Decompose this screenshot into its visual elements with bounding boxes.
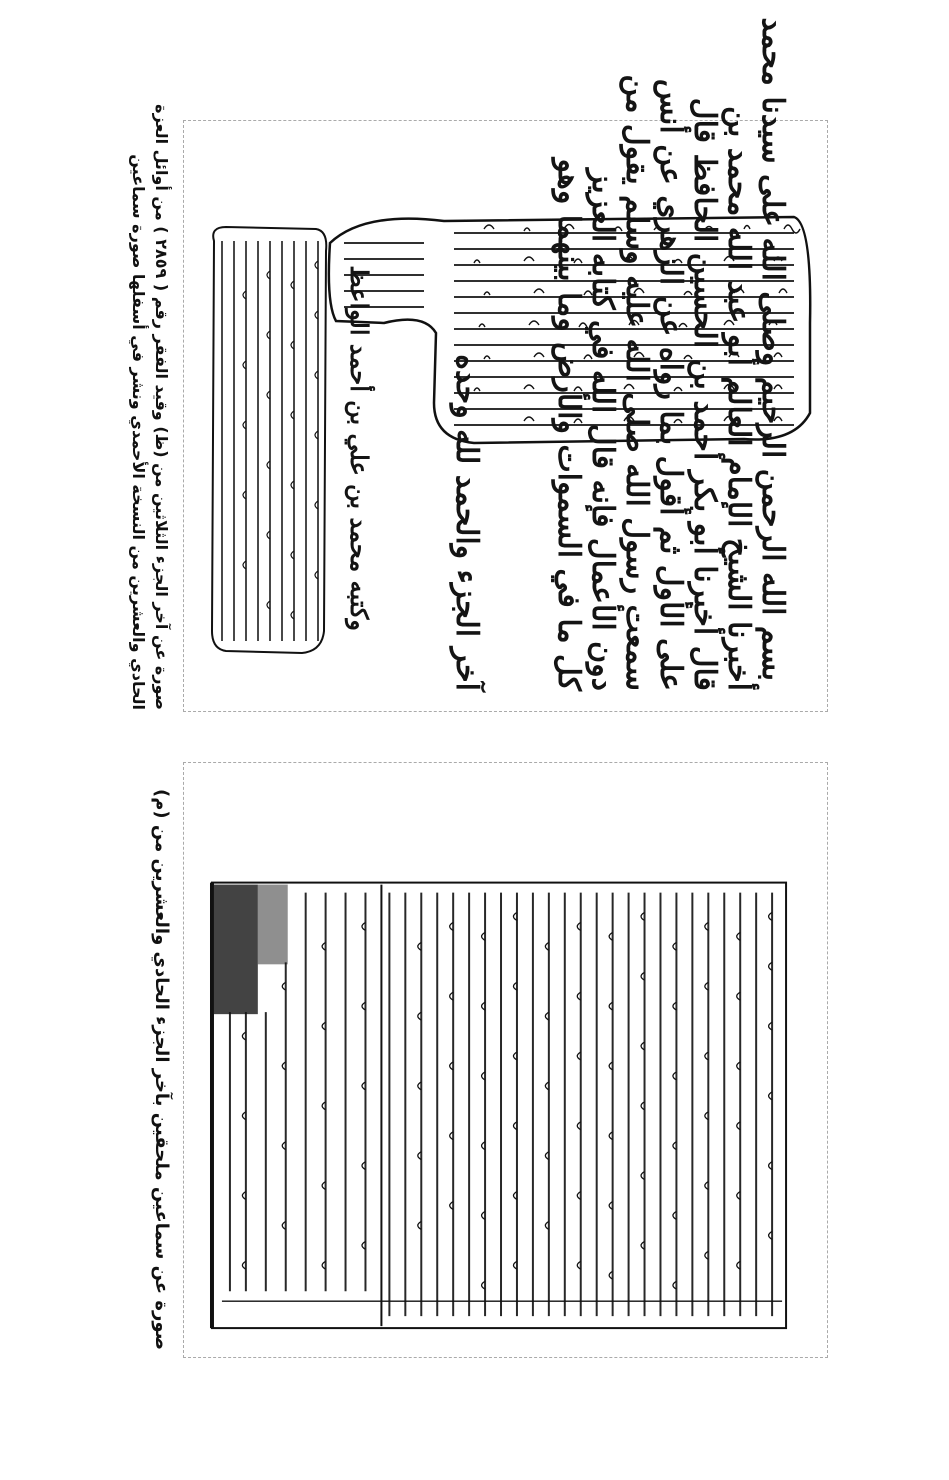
manuscript-line: أخبرنا الشيخ الإمام العالم أبو عبد الله محمد بن bbox=[721, 106, 756, 691]
manuscript-line: آخر الجزء والحمد لله وحده bbox=[449, 354, 484, 691]
bottom-figure-caption: صورة عن سماعين ملحقين بآخر الجزء الحادي والعشرين من (م) bbox=[151, 788, 172, 1350]
manuscript-signature-line: وكتبه محمد بن علي بن أحمد الواعظ bbox=[345, 265, 374, 631]
bottom-manuscript-frame bbox=[183, 762, 828, 1358]
top-figure-caption-2: الحادي والعشرين من النسخة الأحمدي ونشر في أسفلها صورة سماعين bbox=[129, 154, 148, 710]
manuscript-line: كل ما في السموات والأرض وما بينهما وهو bbox=[551, 158, 586, 691]
manuscript-line: دون الأعمال فإنه قال الله في كتابه العزيز bbox=[585, 168, 620, 691]
manuscript-line: قال أخبرنا أبو بكر أحمد بن الحسين الحافظ قال bbox=[687, 97, 722, 691]
top-manuscript-frame bbox=[183, 17, 828, 712]
dense-manuscript-image bbox=[184, 763, 827, 1357]
manuscript-main-text bbox=[184, 17, 829, 713]
manuscript-line: على الأول ثم أقول بما رواه عن الزهري عن أنس bbox=[653, 78, 688, 691]
manuscript-line: سمعت رسول الله صلى الله عليه وسلم يقول من bbox=[619, 74, 654, 691]
manuscript-line: بسم الله الرحمن الرحيم وصلى الله على سيدنا محمد bbox=[755, 17, 790, 681]
top-figure-caption-1: صورة عن آخر الجزء الثلاثين من (ظ) وقيد الفقر رقم ( ٢٨٥٩ ) من أوائل العزة bbox=[152, 104, 171, 710]
